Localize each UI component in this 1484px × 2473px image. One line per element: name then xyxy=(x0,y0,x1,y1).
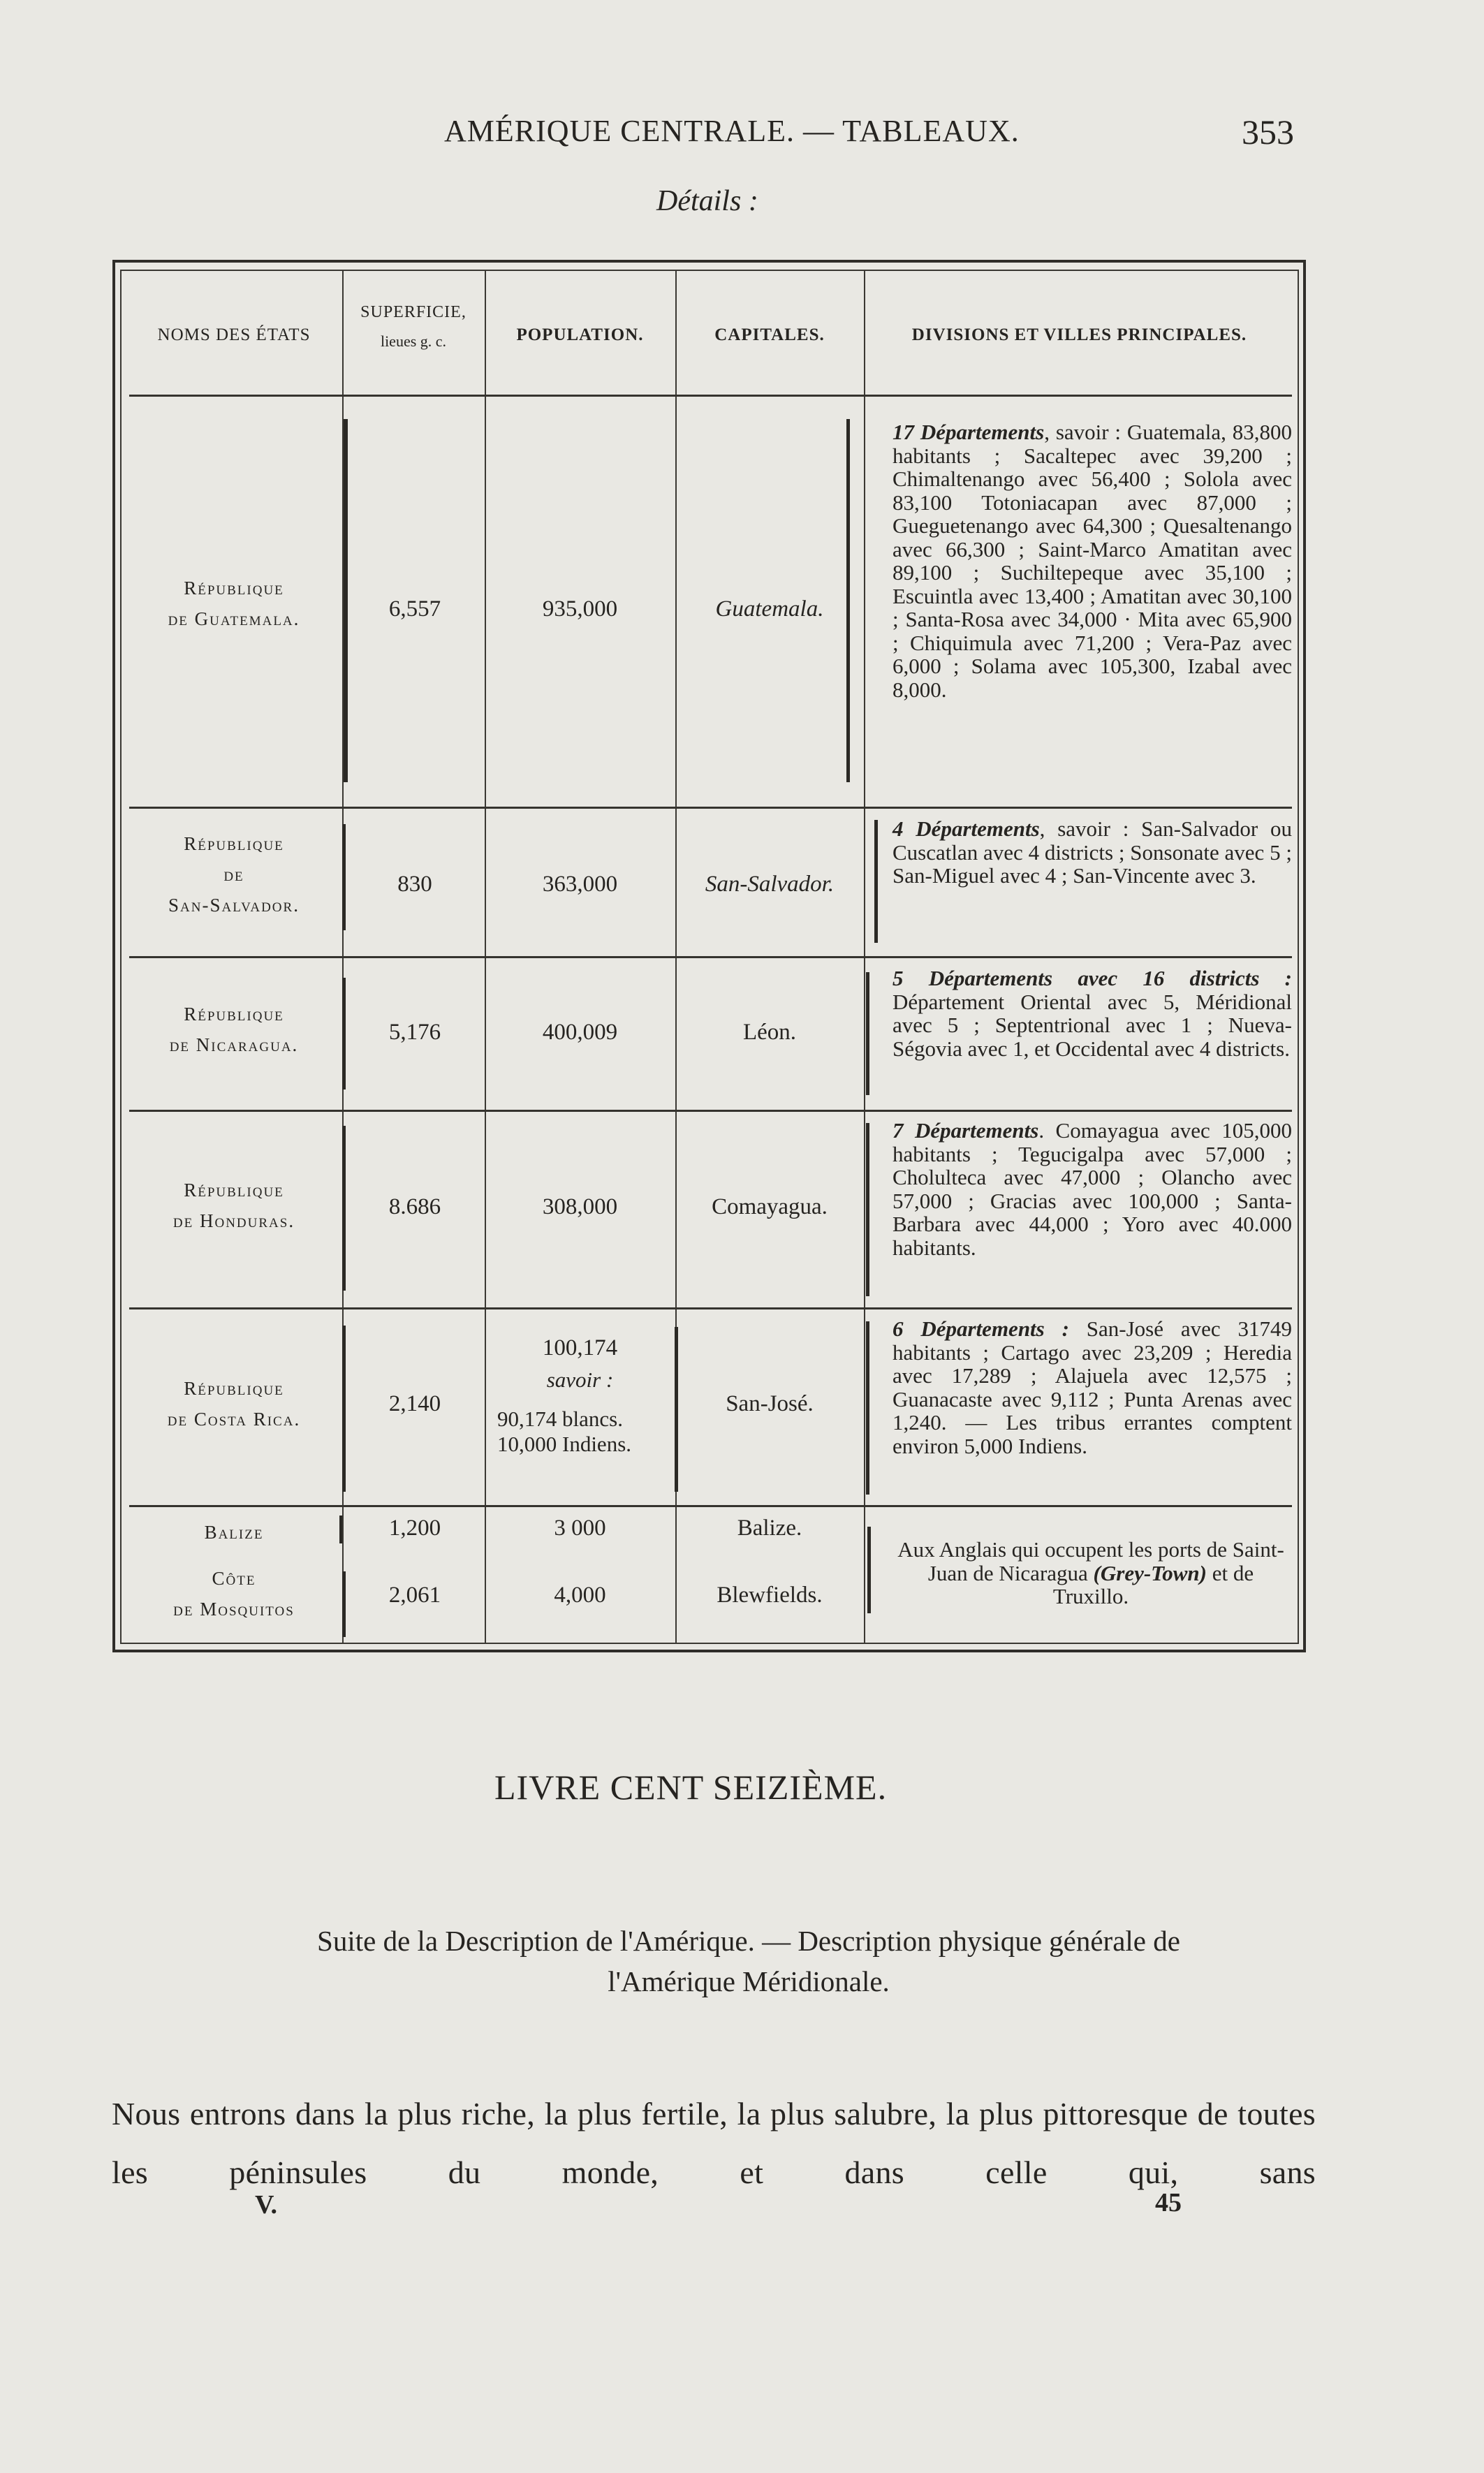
capital-name: Comayagua. xyxy=(712,1194,828,1219)
chapter-summary: Suite de la Description de l'Amérique. — Description physique générale de l'Amérique Méridionale. xyxy=(317,1925,1180,1997)
brace xyxy=(874,820,885,943)
brace xyxy=(867,1527,878,1613)
header-divider xyxy=(129,395,1292,397)
brace xyxy=(334,1571,346,1637)
header-population: POPULATION. xyxy=(516,325,644,344)
row-divider xyxy=(129,1307,1292,1309)
population-total: 100,174 xyxy=(542,1335,618,1360)
population-whites: 90,174 blancs. xyxy=(497,1407,623,1431)
population-value: 308,000 xyxy=(542,1194,618,1219)
row-divider xyxy=(129,807,1292,809)
divisions-text: 4 Départements, savoir : San-Salvador ou Cuscatlan avec 4 districts ; Sonsonate avec 5 ; San-Miguel avec 4 ; San-Vincente avec 3. xyxy=(892,816,1292,888)
row-divider xyxy=(129,1505,1292,1507)
state-name: République de Costa Rica. xyxy=(167,1378,301,1430)
running-head: AMÉRIQUE CENTRALE. — TABLEAUX. xyxy=(444,114,1020,148)
row-divider xyxy=(129,956,1292,958)
brace xyxy=(846,419,860,782)
area-value: 5,176 xyxy=(388,1020,441,1045)
table-subtitle: Détails : xyxy=(656,185,758,217)
body-paragraph: Nous entrons dans la plus riche, la plus fertile, la plus salubre, la plus pittoresque de toutes les péninsules du monde, et dans celle qui, sans xyxy=(112,2096,1316,2190)
area-value: 6,557 xyxy=(388,596,441,622)
state-name: République de San-Salvador. xyxy=(168,833,300,916)
header-area-line2: lieues g. c. xyxy=(380,332,447,350)
capital-name: San-José. xyxy=(726,1391,814,1416)
row-divider xyxy=(129,1110,1292,1112)
state-name: République de Guatemala. xyxy=(168,578,300,629)
capital-name: Balize. xyxy=(737,1516,802,1541)
area-value: 1,200 xyxy=(388,1516,441,1541)
brace xyxy=(334,824,346,930)
population-value: 400,009 xyxy=(542,1020,618,1045)
population-value: 3 000 xyxy=(554,1516,606,1541)
population-value: 4,000 xyxy=(554,1583,606,1608)
area-value: 830 xyxy=(397,872,432,897)
signature-mark: V. xyxy=(255,2190,278,2219)
area-value: 8.686 xyxy=(388,1194,441,1219)
brace xyxy=(866,1123,876,1296)
divisions-text: Aux Anglais qui occupent les ports de Saint-Juan de Nicaragua (Grey-Town) et de Truxillo. xyxy=(897,1537,1284,1608)
population-indians: 10,000 Indiens. xyxy=(497,1432,632,1456)
folio-number: 45 xyxy=(1155,2188,1182,2217)
book-title: LIVRE CENT SEIZIÈME. xyxy=(494,1768,888,1807)
brace xyxy=(866,972,876,1095)
capital-name: San-Salvador. xyxy=(705,872,835,897)
brace xyxy=(334,1126,346,1291)
state-name: République de Honduras. xyxy=(172,1180,295,1231)
brace xyxy=(334,1326,346,1492)
brace xyxy=(339,1516,342,1543)
area-value: 2,140 xyxy=(388,1391,441,1416)
population-value: 935,000 xyxy=(542,596,618,622)
divisions-text: 7 Départements. Comayagua avec 105,000 habitants ; Tegucigalpa avec 57,000 ; Cholulteca avec 47,000 ; Olancho avec 57,000 ; Gracias avec 100,000 ; Santa-Barbara avec 44,000 ; Yoro avec 40.000 habitants. xyxy=(892,1118,1292,1260)
brace xyxy=(330,419,348,782)
divisions-text: 5 Départements avec 16 districts : Département Oriental avec 5, Méridional avec 5 ; Septentrional avec 1 ; Nueva-Ségovia avec 1, et Occidental avec 4 districts. xyxy=(892,966,1292,1061)
capital-name: Léon. xyxy=(742,1020,797,1045)
brace xyxy=(666,1327,678,1492)
divisions-text: 17 Départements, savoir : Guatemala, 83,800 habitants ; Sacaltepec avec 39,200 ; Chimaltenango avec 56,400 ; Solola avec 83,100 Totoniacapan avec 87,000 ; Gueguetenango avec 64,300 ; Quesaltenango avec 66,300 ; Saint-Marco Amatitan avec 89,100 ; Suchiltepeque avec 35,100 ; Escuintla avec 13,400 ; Amatitan avec 30,100 ; Santa-Rosa avec 34,000 · Mita avec 65,900 ; Chiquimula avec 71,200 ; Vera-Paz avec 6,000 ; Solama avec 105,300, Izabal avec 8,000. xyxy=(892,420,1293,702)
area-value: 2,061 xyxy=(388,1583,441,1608)
state-name: Côte de Mosquitos xyxy=(173,1568,295,1620)
page-number: 353 xyxy=(1242,112,1294,152)
header-states: NOMS DES ÉTATS xyxy=(157,325,311,344)
state-name: Balize xyxy=(204,1522,264,1543)
header-area-line1: SUPERFICIE, xyxy=(360,303,466,321)
header-divisions: DIVISIONS ET VILLES PRINCIPALES. xyxy=(911,325,1247,344)
state-name: République de Nicaragua. xyxy=(169,1004,299,1055)
population-value: 363,000 xyxy=(542,872,618,897)
brace xyxy=(334,978,346,1089)
capital-name: Guatemala. xyxy=(715,596,824,622)
brace xyxy=(866,1321,876,1495)
divisions-text: 6 Départements : San-José avec 31749 habitants ; Cartago avec 23,209 ; Heredia avec 17,289 ; Alajuela avec 12,575 ; Guanacaste avec 9,112 ; Punta Arenas avec 1,240. — Les tribus errantes comptent environ 5,000 Indiens. xyxy=(892,1316,1292,1458)
header-capitals: CAPITALES. xyxy=(714,325,825,344)
population-savoir: savoir : xyxy=(546,1367,614,1392)
capital-name: Blewfields. xyxy=(717,1583,823,1608)
